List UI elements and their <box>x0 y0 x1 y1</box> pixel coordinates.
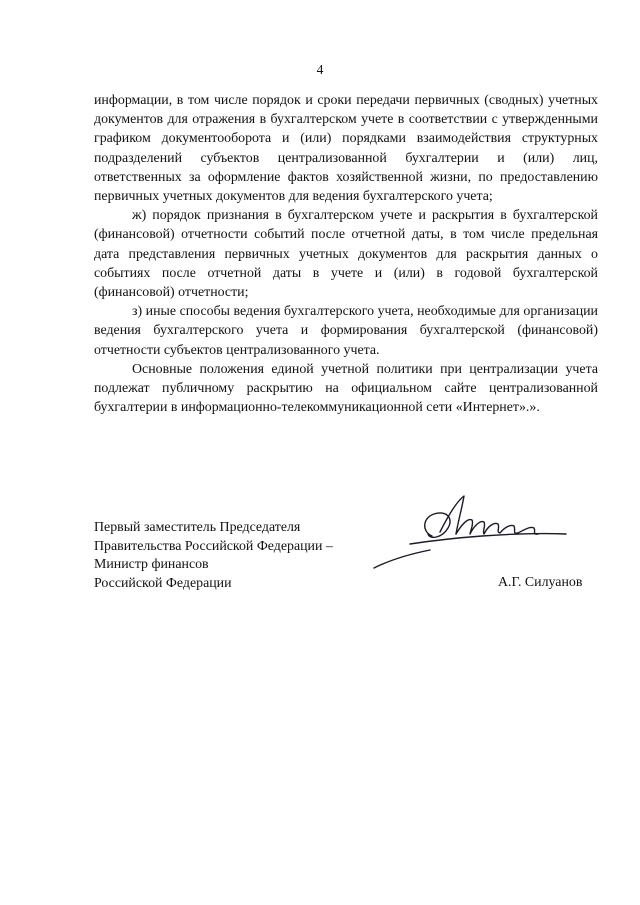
paragraph-disclosure: Основные положения единой учетной политики при централизации учета подлежат публичному раскрытию на официальном сайте централизованной бухгалтерии в информационно-телекоммуникационной сети «Интернет».». <box>94 361 598 416</box>
document-body <box>94 91 598 417</box>
paragraph-continuation: информации, в том числе порядок и сроки передачи первичных (сводных) учетных документов для отражения в бухгалтерском учете в соответствии с утвержденными графиком документооборота и (или) порядками взаимодействия структурных подразделений субъектов централизованной бухгалтерии и (или) лиц, ответственных за оформление фактов хозяйственной жизни, по предоставлению первичных учетных документов для ведения бухгалтерского учета; <box>94 93 598 205</box>
signatory-title-line: Первый заместитель Председателя <box>94 520 301 535</box>
signatory-title-line: Министр финансов <box>94 557 209 573</box>
signatory-name: А.Г. Силуанов <box>498 575 583 590</box>
paragraph-item-zh: ж) порядок признания в бухгалтерском учете и раскрытия в бухгалтерской (финансовой) отчетности событий после отчетной даты, в том числе предельная дата представления первичных учетных документов для раскрытия данных о событиях после отчетной даты в учете и (или) в годовой бухгалтерской (финансовой) отчетности; <box>94 208 598 301</box>
handwritten-signature <box>370 488 570 578</box>
paragraph-item-z: з) иные способы ведения бухгалтерского учета, необходимые для организации ведения бухгалтерского учета и формирования бухгалтерской (финансовой) отчетности субъектов централизованного учета. <box>94 304 598 358</box>
page-number: 4 <box>316 62 324 77</box>
signatory-title-line: Правительства Российской Федерации – <box>94 538 333 554</box>
signatory-title <box>94 519 333 593</box>
signatory-title-line: Российской Федерации <box>94 575 232 591</box>
